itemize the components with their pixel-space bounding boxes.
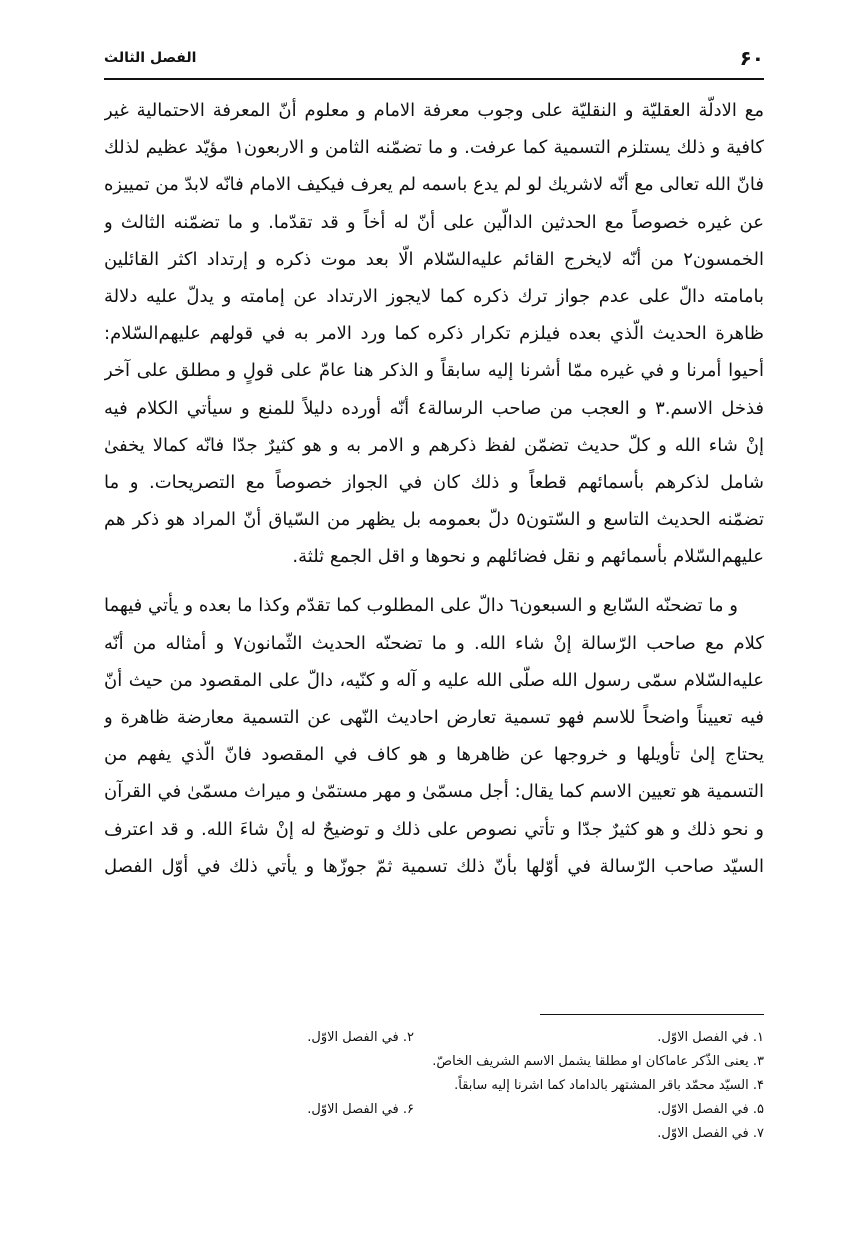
text-line: عليهم‌السّلام بأسمائهم و نقل فضائلهم و نحوها و اقل الجمع ثلثة.	[292, 546, 764, 568]
text-line: شامل لذكرهم بأسمائهم قطعاً و ذلك كان في الجواز خصوصاً مع التصريحات. و ما	[104, 471, 764, 493]
paragraph-2	[104, 587, 764, 885]
footnote: ۴. السيّد محمّد باقر المشتهر بالداماد كما اشرنا إليه سابقاً.	[454, 1078, 764, 1093]
footnote-row	[104, 1050, 764, 1074]
footnotes	[104, 1026, 764, 1146]
paragraph-gap	[104, 575, 764, 587]
text-line: كلام مع صاحب الرّسالة إنْ شاء الله. و ما تضحنّه الحديث الثّمانون٧ و أمثاله من أنّه	[104, 632, 764, 654]
running-header	[104, 42, 764, 76]
header-rule	[104, 78, 764, 80]
footnote-row	[104, 1098, 764, 1122]
chapter-title: الفصل الثالث	[104, 50, 197, 66]
text-line: فيه تعييناً واضحاً للاسم فهو تسمية تعارض احاديث النّهى عن التسمية معارضة ظاهرة و	[104, 707, 764, 728]
footnote: ۶. في الفصل الاوّل.	[307, 1102, 414, 1117]
text-line: فانّ الله تعالى مع أنّه لاشريك لو لم يدع باسمه لم يعرف فيكيف الامام فانّه لابدّ من تمييزه	[104, 174, 764, 196]
footnote: ۷. في الفصل الاوّل.	[657, 1126, 764, 1141]
text-line: الخمسون٢ من أنّه لايخرج القائم عليه‌السّلام الّا بعد موت ذكره و إرتداد اكثر القائلين	[104, 248, 764, 270]
text-line: و نحو ذلك و هو كثيرٌ جدّا و تأتي نصوص على ذلك و توضيحٌ له إنْ شاءَ الله. و قد اعترف	[104, 818, 764, 840]
text-line: عن غيره خصوصاً مع الحدثين الدالّين على أنّ له أخاً و قد تقدّما. و ما تضمّنه الثالث و	[104, 211, 764, 233]
text-line: يحتاج إلىٰ تأويلها و خروجها عن ظاهرها و هو كاف في المقصود فانّ الّذي يفهم من	[104, 744, 764, 766]
text-line: و ما تضحنّه السّابع و السبعون٦ دالّ على المطلوب كما تقدّم وكذا ما بعده و يأتي فيهما	[104, 595, 738, 617]
footnote-row	[104, 1074, 764, 1098]
text-line: مع الادلّة العقليّة و النقليّة على وجوب معرفة الامام و معلوم أنّ المعرفة الاحتمالية غير	[104, 100, 764, 121]
footnote: ۵. في الفصل الاوّل.	[657, 1102, 764, 1117]
text-line: أحيوا أمرنا و في غيره ممّا أشرنا إليه سابقاً و الذكر هنا عامّ على قولٍ و مطلق على آخر	[104, 360, 764, 382]
body-text	[104, 92, 764, 885]
text-line: بامامته دالّ على عدم جواز ترك ذكره كما لايجوز الارتداد عن إمامته و يدلّ عليه دلالة	[104, 285, 764, 307]
text-line: التسمية هو تعيين الاسم كما يقال: أجل مسمّىٰ و مهر مستمّىٰ و ميراث مسمّىٰ في القرآن	[104, 781, 764, 803]
text-line: ظاهرة الحديث الّذي بعده فيلزم تكرار ذكره كما ورد الامر به في قولهم عليهم‌السّلام:	[104, 323, 764, 345]
footnote: ٢. في الفصل الاوّل.	[307, 1030, 414, 1045]
text-line: السيّد صاحب الرّسالة في أوّلها بأنّ ذلك تسمية ثمّ جوزّها و يأتي ذلك في أوّل الفصل	[104, 855, 764, 877]
footnote: ٣. يعنى الذّكر عاماكان او مطلقا يشمل الاسم الشريف الخاصّ.	[432, 1054, 764, 1069]
footnote: ١. في الفصل الاوّل.	[657, 1030, 764, 1045]
text-line: عليه‌السّلام سمّى رسول الله صلّى الله عليه و آله و كنّيه، دالّ على المقصود من حيث أنّ	[104, 669, 764, 691]
footnote-rule	[540, 1014, 764, 1015]
text-line: تضمّنه الحديث التاسع و السّتون٥ دلّ بعمومه بل يظهر من السّياق أنّ المراد هو ذكر هم	[104, 509, 764, 531]
page-number: ۶۰	[739, 46, 764, 70]
footnote-row	[104, 1026, 764, 1050]
text-line: فذخل الاسم.٣ و العجب من صاحب الرسالة٤ أنّه أورده دليلاً للمنع و سيأتي الكلام فيه	[104, 397, 764, 419]
paragraph-1	[104, 92, 764, 575]
footnote-row	[104, 1122, 764, 1146]
text-line: كافية و ذلك يستلزم التسمية كما عرفت. و ما تضمّنه الثامن و الاربعون١ مؤيّد عظيم لذلك	[104, 137, 764, 159]
text-line: إنْ شاء الله و كلّ حديث تضمّن لفظ ذكرهم و الامر به و هو كثيرٌ جدّا فانّه كمالا يخفىٰ	[104, 434, 764, 456]
